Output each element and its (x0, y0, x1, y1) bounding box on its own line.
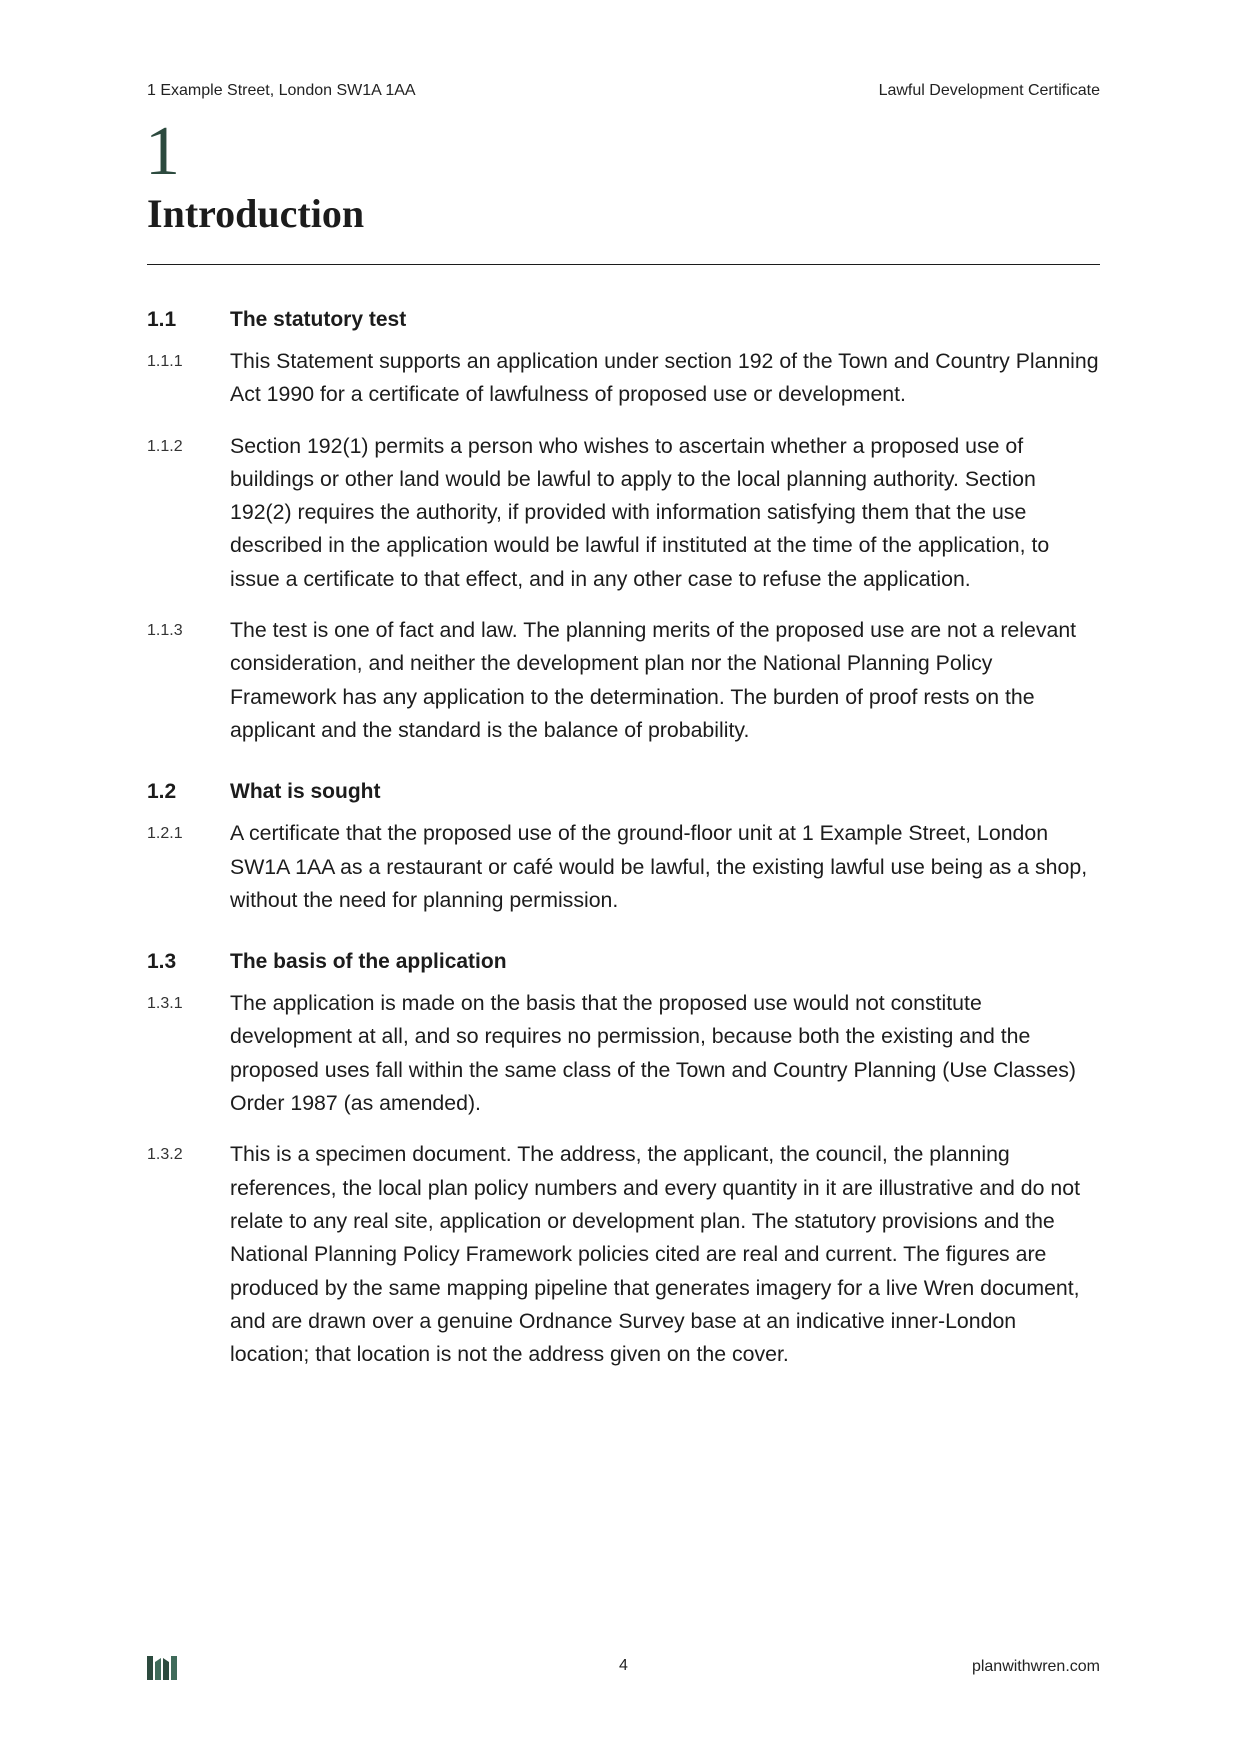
paragraph-number: 1.3.1 (147, 995, 183, 1013)
paragraph (147, 987, 1100, 1120)
section (147, 305, 1100, 747)
paragraph (147, 345, 1100, 412)
paragraph-text: A certificate that the proposed use of the ground-floor unit at 1 Example Street, London SW1A 1AA as a restaurant or café would be lawful, the existing lawful use being as a shop, without the need for planning permission. (230, 821, 1088, 912)
paragraph-number: 1.3.2 (147, 1146, 183, 1164)
chapter-number: 1 (145, 113, 180, 190)
paragraph-number: 1.1.1 (147, 353, 183, 370)
section-heading (147, 947, 1100, 977)
section (147, 947, 1100, 1371)
paragraph (147, 614, 1100, 747)
section-number: 1.3 (147, 950, 177, 974)
paragraph (147, 1138, 1100, 1371)
paragraph (147, 430, 1100, 596)
paragraph-number: 1.1.3 (147, 622, 183, 640)
running-header (147, 82, 1100, 100)
paragraph-number: 1.1.2 (147, 437, 183, 455)
page-footer (147, 1652, 1100, 1682)
page-number: 4 (619, 1657, 628, 1674)
footer-website-link[interactable]: planwithwren.com (971, 1658, 1100, 1675)
section-number: 1.2 (147, 780, 177, 804)
paragraph-text: This Statement supports an application under section 192 of the Town and Country Planning Act 1990 for a certificate of lawfulness of proposed use or development. (230, 349, 1099, 407)
paragraph (147, 817, 1100, 917)
title-divider (147, 264, 1100, 265)
section-title: The statutory test (230, 308, 407, 331)
paragraph-text: Section 192(1) permits a person who wishes to ascertain whether a proposed use of buildings or other land would be lawful to apply to the local planning authority. Section 192(2) requires the authority, if provided with information satisfying them that the use described in the application would be lawful if instituted at the time of the application, to issue a certificate to that effect, and in any other case to refuse the application. (230, 433, 1050, 591)
paragraph-text: The application is made on the basis that the proposed use would not constitute development at all, and so requires no permission, because both the existing and the proposed uses fall within the same class of the Town and Country Planning (Use Classes) Order 1987 (as amended). (230, 991, 1076, 1116)
section-title: The basis of the application (230, 950, 507, 974)
paragraph-text: This is a specimen document. The address, the applicant, the council, the planning references, the local plan policy numbers and every quantity in it are illustrative and do not relate to any real site, application or development plan. The statutory provisions and the National Planning Policy Framework policies cited are real and current. The figures are produced by the same mapping pipeline that generates imagery for a live Wren document, and are drawn over a genuine Ordnance Survey base at an indicative inner-London location; that location is not the address given on the cover. (230, 1142, 1080, 1367)
section-title: What is sought (230, 780, 381, 804)
header-address: 1 Example Street, London SW1A 1AA (147, 82, 416, 99)
paragraph-text: The test is one of fact and law. The planning merits of the proposed use are not a relevant consideration, and neither the development plan nor the National Planning Policy Framework has any application to the determination. The burden of proof rests on the applicant and the standard is the balance of probability. (230, 618, 1077, 742)
document-body (147, 305, 1100, 1401)
section-number: 1.1 (147, 308, 177, 331)
section-heading (147, 305, 1100, 335)
paragraph-number: 1.2.1 (147, 825, 183, 843)
header-document-type: Lawful Development Certificate (878, 82, 1100, 99)
section (147, 777, 1100, 917)
chapter-title: Introduction (147, 191, 365, 236)
section-heading (147, 777, 1100, 807)
